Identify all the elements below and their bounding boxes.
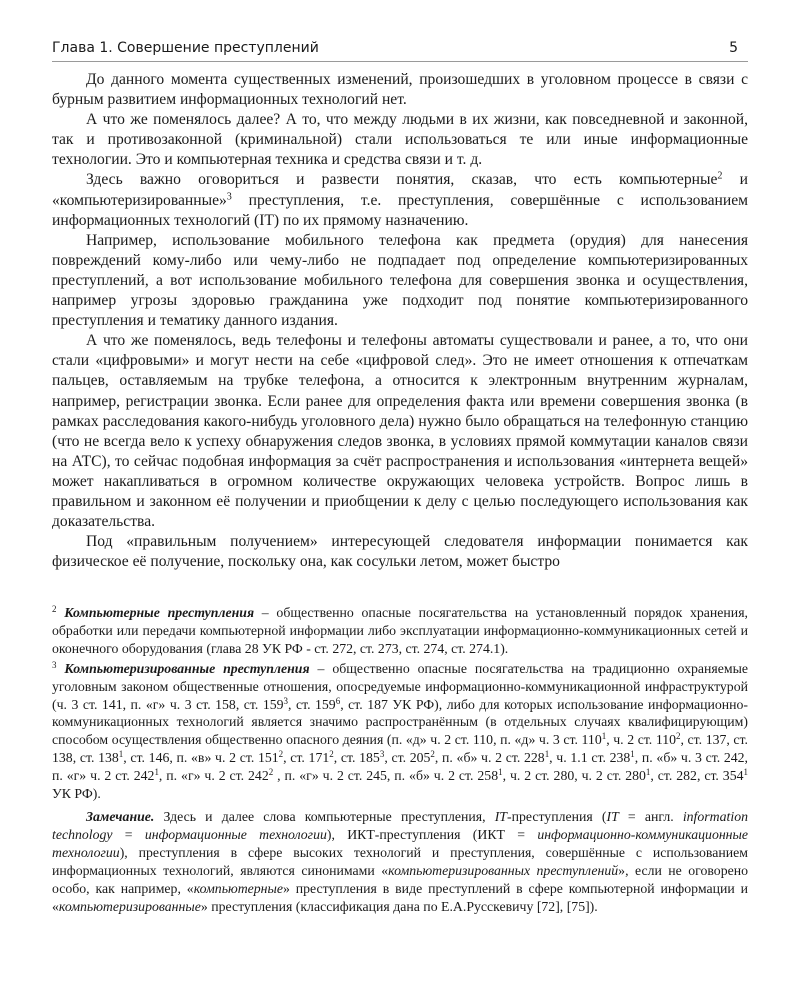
footnote-3-text: , ст. 187 УК РФ), либо для которых использование информационно-коммуникационных технологий является значимо распространённым (в отдельных случаях квалифицирующим) способом осуществления общественно опасного деяния (п. «д» ч. 2 ст. 110, п. «д» ч. 3 ст. 110 xyxy=(52,696,749,748)
footnote-3-text: , п. «б» ч. 3 ст. 242, п. «г» ч. 2 ст. 242 xyxy=(52,750,749,784)
remark-text: = xyxy=(112,826,145,842)
remark-text-italic: компьютерные xyxy=(193,880,283,896)
paragraph-5: А что же поменялось, ведь телефоны и телефоны автоматы существовали и ранее, а то, что они стали «цифровыми» и могут нести на себе «цифровой след». Это не имеет отношения к отпечаткам пальцев, оставляемым на трубке телефона, а относится к электронным внутренним журналам, например, регистрации звонка. Если ранее для определения факта или времени совершения звонка (в рамках расследования какого-нибудь уголовного дела) нужно было обращаться на телефонную станцию (что не всегда вело к успеху обнаружения следов звонка, в условиях прямой коммутации каналов связи на АТС), то сейчас подобная информация за счёт распространения и использования «интернета вещей» может накапливаться в огромном количестве окружающих человека устройств. Вопрос лишь в правильном и законном её получении и приобщении к делу с целью последующего использования как доказательства. xyxy=(52,332,748,531)
paragraph-3-text-a: Здесь важно оговориться и развести понятия, сказав, что есть компьютерные xyxy=(86,171,718,189)
footnote-3-mark: 3 xyxy=(52,659,57,670)
footnote-2 xyxy=(52,604,748,658)
footnote-3-sup: 1 xyxy=(498,767,503,778)
footnote-3 xyxy=(52,660,748,803)
footnote-3-sup: 1 xyxy=(544,749,550,760)
paragraph-3-text-c: преступления, т.е. преступления, совершённые с использованием информационных технологий (IT) по их прямому назначению. xyxy=(52,191,748,229)
footnote-3-sup: 1 xyxy=(601,731,607,742)
footnote-3-text: , ст. 205 xyxy=(384,750,431,766)
footnote-3-sup: 1 xyxy=(743,767,748,778)
footnote-3-sup: 2 xyxy=(676,731,681,742)
paragraph-3 xyxy=(52,170,748,230)
footnote-3-sup: 3 xyxy=(379,749,385,760)
remark-note xyxy=(52,808,748,915)
footnote-3-sup: 1 xyxy=(630,749,635,760)
footnote-3-text: , ч. 2 ст. 280, ч. 2 ст. 280 xyxy=(502,768,646,784)
remark-text-italic: компьютеризированные xyxy=(58,898,201,914)
remark-label: Замечание. xyxy=(86,808,155,824)
footnote-3-text: , ст. 185 xyxy=(333,750,380,766)
remark-text: ), преступления в сфере высоких технологий и преступления, совершённые с использованием информационных технологий, являются синонимами « xyxy=(52,844,748,878)
footnote-2-term: Компьютерные преступления xyxy=(64,605,255,620)
paragraph-6: Под «правильным получением» интересующей следователя информации понимается как физическое её получение, поскольку она, как сосульки летом, может быстро xyxy=(52,533,748,571)
footnote-2-text: – общественно опасные посягательства на установленный порядок хранения, обработки или передачи компьютерной информации либо эксплуатации информационно-коммуникационных сетей и оконечного оборудования (глава 28 УК РФ - ст. 272, ст. 273, ст. 274, ст. 274.1). xyxy=(52,605,748,656)
footnote-3-term: Компьютеризированные преступления xyxy=(64,660,310,676)
footnote-3-text: , ч. 2 ст. 110 xyxy=(606,732,677,748)
footnote-3-text: , п. «б» ч. 2 ст. 228 xyxy=(434,750,545,766)
footnote-3-sup: 2 xyxy=(430,749,435,760)
footnote-3-sup: 1 xyxy=(154,767,159,778)
page-number: 5 xyxy=(729,40,738,56)
footnotes xyxy=(52,604,748,915)
remark-text: = англ. xyxy=(618,808,683,824)
remark-text-italic: IT xyxy=(606,808,619,824)
footnote-3-text: , ч. 1.1 ст. 238 xyxy=(549,750,631,766)
remark-text: » преступления (классификация дана по Е.А.Русскевичу [72], [75]). xyxy=(200,898,598,914)
footnote-3-text: , п. «г» ч. 2 ст. 245, п. «б» ч. 2 ст. 258 xyxy=(273,768,499,784)
footnote-2-mark: 2 xyxy=(52,604,57,615)
footnote-3-text: , ст. 159 xyxy=(288,696,336,712)
footnote-3-text: , ст. 171 xyxy=(283,750,330,766)
footnote-3-sup: 1 xyxy=(645,767,651,778)
footnote-3-sup: 2 xyxy=(329,749,334,760)
remark-text: -преступления ( xyxy=(506,808,607,824)
footnote-3-sup: 2 xyxy=(278,749,284,760)
remark-text-italic: IT xyxy=(494,808,507,824)
remark-text: », если не оговорено особо, как например, « xyxy=(52,862,748,896)
footnote-3-text: , ст. 137, ст. 138, ст. 138 xyxy=(52,732,748,766)
main-text xyxy=(52,70,748,572)
remark-text: Здесь и далее слова компьютерные преступления, xyxy=(154,808,495,824)
remark-text: » преступления в виде преступлений в сфере компьютерной информации и « xyxy=(52,880,748,914)
chapter-title: Глава 1. Совершение преступлений xyxy=(52,40,319,56)
footnote-3-text: , ст. 146, п. «в» ч. 2 ст. 151 xyxy=(123,750,279,766)
paragraph-3-text-b: и «компьютеризированные» xyxy=(52,171,748,209)
footnote-3-sup: 1 xyxy=(118,749,124,760)
remark-text-italic: information technology xyxy=(52,808,748,842)
remark-text: ), ИКТ-преступления (ИКТ = xyxy=(326,826,538,842)
footnote-3-text: , ст. 282, ст. 354 xyxy=(650,768,744,784)
footnote-3-text: УК РФ). xyxy=(52,786,101,802)
paragraph-1: До данного момента существенных изменений, произошедших в уголовном процессе в связи с бурным развитием информационных технологий нет. xyxy=(52,71,748,109)
page-header xyxy=(52,40,748,62)
paragraph-4: Например, использование мобильного телефона как предмета (орудия) для нанесения повреждений кому-либо или чему-либо не подпадает под определение компьютеризированных преступлений, а вот использование мобильного телефона для совершения звонка и осуществления, например угрозы здоровью гражданина уже подходит под понятие компьютеризированного преступления и тематику данного издания. xyxy=(52,231,748,330)
paragraph-2: А что же поменялось далее? А то, что между людьми в их жизни, как повседневной и законной, так и противозаконной (криминальной) стали использоваться те или иные информационные технологии. Это и компьютерная техника и средства связи и т. д. xyxy=(52,111,748,169)
footnote-3-sup: 3 xyxy=(283,695,289,706)
remark-text-italic: информационные технологии xyxy=(144,826,327,842)
footnote-3-text: – общественно опасные посягательства на традиционно охраняемые уголовным законом общественные отношения, опосредуемые информационно-коммуникационной инфраструктурой (ч. 3 ст. 141, п. «г» ч. 3 ст. 158, ст. 159 xyxy=(52,660,748,712)
footnote-3-text: , п. «г» ч. 2 ст. 242 xyxy=(158,768,269,784)
remark-text-italic: информационно-коммуникационные технологии xyxy=(52,826,748,860)
remark-text-italic: компьютеризированных преступлений xyxy=(388,862,619,878)
footnote-3-sup: 2 xyxy=(268,767,274,778)
footnote-ref-2[interactable]: 2 xyxy=(717,170,723,182)
footnote-3-sup: 6 xyxy=(335,695,341,706)
footnote-ref-3[interactable]: 3 xyxy=(226,191,232,202)
